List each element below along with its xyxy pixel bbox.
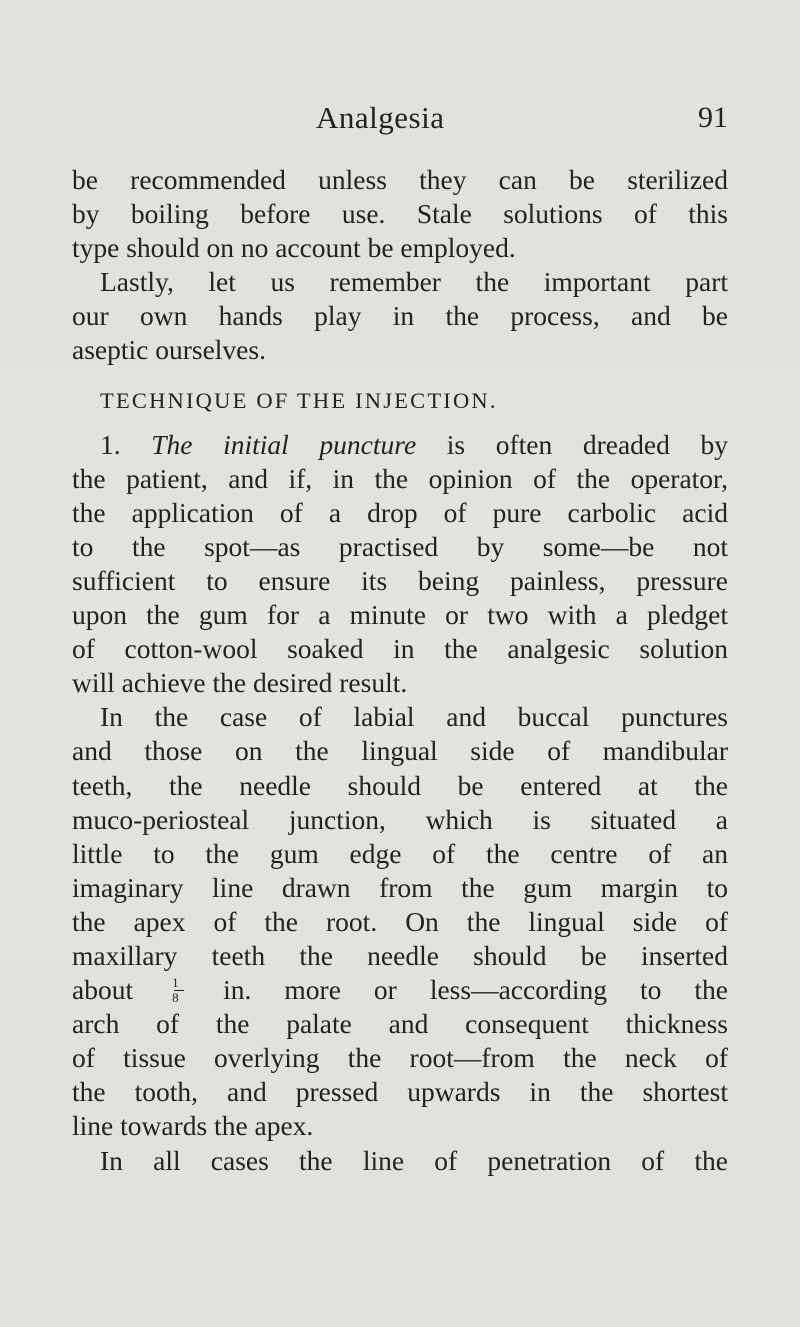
text-line: muco-periosteal junction, which is situated a [72, 803, 728, 835]
text-line: arch of the palate and consequent thickness [72, 1008, 728, 1040]
text-run: in. more or less—according to the [223, 974, 729, 1006]
text-line: upon the gum for a minute or two with a pledget [72, 599, 728, 631]
fraction-one-eighth [172, 976, 186, 1004]
text-line: type should on no account be employed. [72, 232, 516, 264]
text-line: by boiling before use. Stale solutions of this [72, 198, 728, 230]
text-line: be recommended unless they can be sterilized [72, 164, 728, 195]
text-line: our own hands play in the process, and be [72, 300, 728, 332]
text-line: will achieve the desired result. [72, 667, 408, 699]
paragraph-4 [72, 700, 728, 1143]
text-line: of cotton-wool soaked in the analgesic solution [72, 633, 728, 665]
item-number: 1. [100, 428, 152, 460]
text-run: is often dreaded by [416, 428, 729, 460]
text-line: of tissue overlying the root—from the neck of [72, 1042, 728, 1074]
text-line: In all cases the line of penetration of the [100, 1144, 728, 1176]
section-heading: TECHNIQUE OF THE INJECTION. [100, 387, 498, 413]
text-line: the patient, and if, in the opinion of the operator, [72, 462, 728, 494]
paragraph-1 [72, 163, 728, 265]
text-line: Lastly, let us remember the important part [100, 266, 728, 298]
fraction-denominator: 8 [172, 990, 179, 1006]
text-line [72, 428, 728, 462]
text-line: In the case of labial and buccal punctures [100, 701, 728, 733]
text-line: aseptic ourselves. [72, 334, 266, 366]
running-head: Analgesia [316, 100, 445, 135]
text-line: the application of a drop of pure carbolic acid [72, 496, 728, 528]
paragraph-2 [72, 265, 728, 367]
text-line: the apex of the root. On the lingual side of [72, 905, 728, 937]
fraction-numerator: 1 [172, 975, 179, 991]
text-line [72, 973, 728, 1007]
italic-term: The initial puncture [151, 428, 417, 460]
text-line: maxillary teeth the needle should be inserted [72, 939, 728, 971]
page-header [0, 98, 800, 138]
text-run: about [72, 974, 134, 1006]
text-line: imaginary line drawn from the gum margin to [72, 871, 728, 903]
paragraph-3 [72, 428, 728, 701]
text-line: the tooth, and pressed upwards in the shortest [72, 1076, 728, 1108]
text-line: to the spot—as practised by some—be not [72, 530, 728, 562]
text-line: teeth, the needle should be entered at the [72, 769, 728, 801]
text-line: sufficient to ensure its being painless, pressure [72, 564, 728, 596]
body-text [72, 163, 728, 1178]
page-number: 91 [698, 101, 728, 134]
text-line: and those on the lingual side of mandibular [72, 735, 728, 767]
text-line: little to the gum edge of the centre of an [72, 837, 728, 869]
text-line: line towards the apex. [72, 1110, 314, 1142]
paragraph-5 [72, 1144, 728, 1178]
